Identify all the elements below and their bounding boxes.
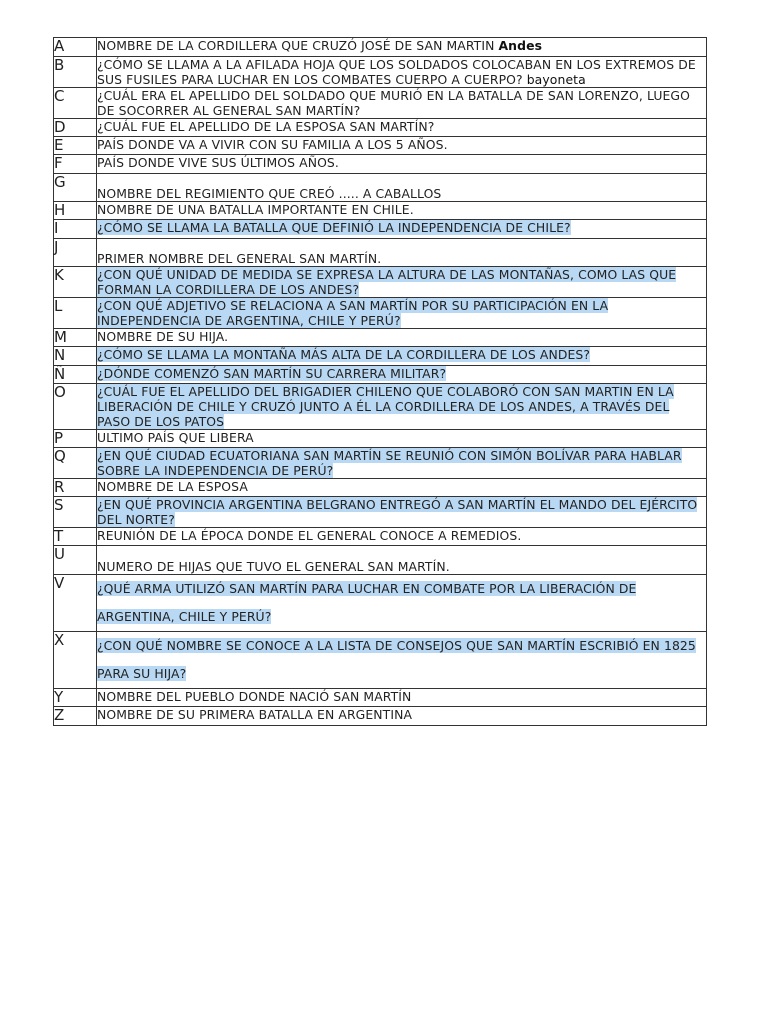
question-text: ¿CUÁL FUE EL APELLIDO DE LA ESPOSA SAN MARTÍN? [97, 119, 435, 134]
row-letter: N [54, 347, 97, 366]
table-row [54, 239, 707, 267]
table-row [54, 347, 707, 366]
answer-text: bayoneta [526, 72, 586, 87]
question-text: ¿QUÉ ARMA UTILIZÓ SAN MARTÍN PARA LUCHAR EN COMBATE POR LA LIBERACIÓN DE ARGENTINA, CHILE Y PERÚ? [97, 581, 637, 624]
row-letter: I [54, 220, 97, 239]
table-row [54, 88, 707, 119]
row-question [97, 575, 707, 632]
row-question [97, 119, 707, 137]
table-row [54, 38, 707, 57]
table-row [54, 430, 707, 448]
table-row [54, 366, 707, 384]
table-row [54, 707, 707, 726]
question-text: NUMERO DE HIJAS QUE TUVO EL GENERAL SAN MARTÍN. [97, 559, 450, 574]
row-question [97, 57, 707, 88]
table-row [54, 155, 707, 174]
row-letter: B [54, 57, 97, 88]
table-row [54, 479, 707, 497]
row-letter: V [54, 575, 97, 632]
row-letter: L [54, 298, 97, 329]
row-question [97, 267, 707, 298]
table-row [54, 497, 707, 528]
quiz-table-body [54, 38, 707, 726]
table-row [54, 575, 707, 632]
row-letter: P [54, 430, 97, 448]
question-text: REUNIÓN DE LA ÉPOCA DONDE EL GENERAL CONOCE A REMEDIOS. [97, 528, 522, 543]
question-text: ¿DÓNDE COMENZÓ SAN MARTÍN SU CARRERA MILITAR? [97, 366, 447, 381]
table-row [54, 546, 707, 575]
row-letter: Y [54, 689, 97, 707]
row-question [97, 384, 707, 430]
row-question [97, 347, 707, 366]
row-letter: J [54, 239, 97, 267]
table-row [54, 448, 707, 479]
question-text: NOMBRE DE UNA BATALLA IMPORTANTE EN CHILE. [97, 202, 414, 217]
row-question [97, 220, 707, 239]
question-text: PAÍS DONDE VIVE SUS ÚLTIMOS AÑOS. [97, 155, 339, 170]
row-question [97, 546, 707, 575]
row-letter: D [54, 119, 97, 137]
table-row [54, 57, 707, 88]
table-row [54, 202, 707, 220]
row-question [97, 329, 707, 347]
table-row [54, 220, 707, 239]
question-text: ULTIMO PAÍS QUE LIBERA [97, 430, 254, 445]
question-text: ¿CON QUÉ NOMBRE SE CONOCE A LA LISTA DE CONSEJOS QUE SAN MARTÍN ESCRIBIÓ EN 1825 PARA SU HIJA? [97, 638, 696, 681]
row-question [97, 298, 707, 329]
question-text: ¿CÓMO SE LLAMA A LA AFILADA HOJA QUE LOS SOLDADOS COLOCABAN EN LOS EXTREMOS DE SUS FUSILES PARA LUCHAR EN LOS COMBATES CUERPO A CUERPO? [97, 57, 696, 87]
table-row [54, 267, 707, 298]
row-question [97, 202, 707, 220]
row-letter: C [54, 88, 97, 119]
row-letter: K [54, 267, 97, 298]
question-text: ¿CÓMO SE LLAMA LA BATALLA QUE DEFINIÓ LA INDEPENDENCIA DE CHILE? [97, 220, 571, 235]
question-text: NOMBRE DEL REGIMIENTO QUE CREÓ ..... A CABALLOS [97, 186, 442, 201]
row-question [97, 632, 707, 689]
row-question [97, 497, 707, 528]
question-text: ¿CON QUÉ ADJETIVO SE RELACIONA A SAN MARTÍN POR SU PARTICIPACIÓN EN LA INDEPENDENCIA DE ARGENTINA, CHILE Y PERÚ? [97, 298, 609, 328]
row-question [97, 479, 707, 497]
row-question [97, 689, 707, 707]
question-text: NOMBRE DE LA ESPOSA [97, 479, 248, 494]
question-text: ¿CÓMO SE LLAMA LA MONTAÑA MÁS ALTA DE LA CORDILLERA DE LOS ANDES? [97, 347, 591, 362]
row-letter: S [54, 497, 97, 528]
row-letter: Q [54, 448, 97, 479]
row-question [97, 430, 707, 448]
row-question [97, 239, 707, 267]
question-text: NOMBRE DE SU PRIMERA BATALLA EN ARGENTINA [97, 707, 413, 722]
row-question [97, 38, 707, 57]
table-row [54, 384, 707, 430]
question-text: ¿EN QUÉ CIUDAD ECUATORIANA SAN MARTÍN SE REUNIÓ CON SIMÓN BOLÍVAR PARA HABLAR SOBRE LA INDEPENDENCIA DE PERÚ? [97, 448, 682, 478]
row-letter: R [54, 479, 97, 497]
row-question [97, 155, 707, 174]
row-letter: H [54, 202, 97, 220]
table-row [54, 298, 707, 329]
row-question [97, 137, 707, 155]
row-question [97, 528, 707, 546]
table-row [54, 689, 707, 707]
row-question [97, 448, 707, 479]
row-letter: G [54, 174, 97, 202]
table-row [54, 174, 707, 202]
row-letter: X [54, 632, 97, 689]
question-text: ¿CON QUÉ UNIDAD DE MEDIDA SE EXPRESA LA ALTURA DE LAS MONTAÑAS, COMO LAS QUE FORMAN LA CORDILLERA DE LOS ANDES? [97, 267, 677, 297]
row-letter: E [54, 137, 97, 155]
question-text: NOMBRE DE LA CORDILLERA QUE CRUZÓ JOSÉ DE SAN MARTIN [97, 38, 499, 53]
row-letter: M [54, 329, 97, 347]
row-letter: O [54, 384, 97, 430]
row-question [97, 366, 707, 384]
row-question [97, 707, 707, 726]
row-letter: U [54, 546, 97, 575]
row-letter: F [54, 155, 97, 174]
table-row [54, 329, 707, 347]
table-row [54, 137, 707, 155]
row-letter: Ñ [54, 366, 97, 384]
question-text: NOMBRE DEL PUEBLO DONDE NACIÓ SAN MARTÍN [97, 689, 412, 704]
question-text: ¿CUÁL ERA EL APELLIDO DEL SOLDADO QUE MURIÓ EN LA BATALLA DE SAN LORENZO, LUEGO DE SOCORRER AL GENERAL SAN MARTÍN? [97, 88, 690, 118]
table-row [54, 119, 707, 137]
question-text: NOMBRE DE SU HIJA. [97, 329, 229, 344]
row-question [97, 174, 707, 202]
quiz-table [53, 37, 707, 726]
row-letter: T [54, 528, 97, 546]
question-text: PAÍS DONDE VA A VIVIR CON SU FAMILIA A LOS 5 AÑOS. [97, 137, 448, 152]
table-row [54, 632, 707, 689]
answer-text: Andes [498, 38, 543, 53]
question-text: PRIMER NOMBRE DEL GENERAL SAN MARTÍN. [97, 251, 382, 266]
question-text: ¿EN QUÉ PROVINCIA ARGENTINA BELGRANO ENTREGÓ A SAN MARTÍN EL MANDO DEL EJÉRCITO DEL NORTE? [97, 497, 698, 527]
row-letter: Z [54, 707, 97, 726]
question-text: ¿CUÁL FUE EL APELLIDO DEL BRIGADIER CHILENO QUE COLABORÓ CON SAN MARTIN EN LA LIBERACIÓN DE CHILE Y CRUZÓ JUNTO A ÉL LA CORDILLERA DE LOS ANDES, A TRAVÉS DEL PASO DE LOS PATOS [97, 384, 674, 429]
row-letter: A [54, 38, 97, 57]
row-question [97, 88, 707, 119]
table-row [54, 528, 707, 546]
